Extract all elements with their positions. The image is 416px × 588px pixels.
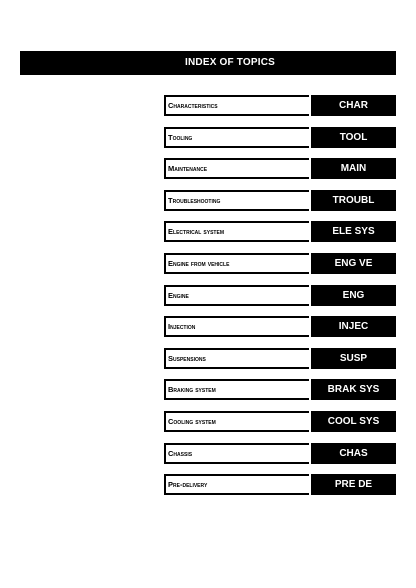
topic-row-engine-from-vehicle[interactable] <box>164 253 396 274</box>
topic-label: Engine from vehicle <box>168 258 230 268</box>
topic-row-troubleshooting[interactable] <box>164 190 396 211</box>
topic-code: SUSP <box>311 348 396 369</box>
topic-label-box <box>164 221 309 242</box>
topic-row-chassis[interactable] <box>164 443 396 464</box>
topic-label-box <box>164 443 309 464</box>
topic-label: Suspensions <box>168 353 206 363</box>
topic-label-box <box>164 474 309 495</box>
topic-label: Maintenance <box>168 164 208 174</box>
topic-row-maintenance[interactable] <box>164 158 396 179</box>
page-title: INDEX OF TOPICS <box>185 57 276 68</box>
topic-code: ELE SYS <box>311 221 396 242</box>
topic-label: Braking system <box>168 385 216 395</box>
topic-label: Troubleshooting <box>168 195 221 205</box>
topic-label: Pre-delivery <box>168 480 208 490</box>
topic-code: CHAR <box>311 95 396 116</box>
topic-row-characteristics[interactable] <box>164 95 396 116</box>
topic-label-box <box>164 190 309 211</box>
topic-code: ENG VE <box>311 253 396 274</box>
topic-label: Chassis <box>168 448 193 458</box>
topic-label: Electrical system <box>168 227 224 237</box>
topic-label-box <box>164 411 309 432</box>
topic-code: CHAS <box>311 443 396 464</box>
topic-label-box <box>164 127 309 148</box>
topic-code: INJEC <box>311 316 396 337</box>
topic-row-braking-system[interactable] <box>164 379 396 400</box>
topic-label-box <box>164 158 309 179</box>
topic-row-suspensions[interactable] <box>164 348 396 369</box>
topic-row-pre-delivery[interactable] <box>164 474 396 495</box>
topic-label-box <box>164 95 309 116</box>
topic-row-engine[interactable] <box>164 285 396 306</box>
topic-label: Engine <box>168 290 189 300</box>
topic-label-box <box>164 348 309 369</box>
topic-label-box <box>164 285 309 306</box>
header-bar <box>20 51 396 75</box>
topic-row-tooling[interactable] <box>164 127 396 148</box>
topic-label: Tooling <box>168 132 193 142</box>
topic-label: Cooling system <box>168 416 216 426</box>
topic-label: Characteristics <box>168 101 218 110</box>
topic-code: ENG <box>311 285 396 306</box>
topic-code: PRE DE <box>311 474 396 495</box>
topic-row-electrical-system[interactable] <box>164 221 396 242</box>
topic-list <box>164 95 396 506</box>
topic-code: MAIN <box>311 158 396 179</box>
topic-row-cooling-system[interactable] <box>164 411 396 432</box>
topic-row-injection[interactable] <box>164 316 396 337</box>
topic-label-box <box>164 379 309 400</box>
topic-label: Injection <box>168 322 196 332</box>
topic-code: COOL SYS <box>311 411 396 432</box>
topic-label-box <box>164 316 309 337</box>
topic-label-box <box>164 253 309 274</box>
topic-code: TOOL <box>311 127 396 148</box>
topic-code: TROUBL <box>311 190 396 211</box>
topic-code: BRAK SYS <box>311 379 396 400</box>
